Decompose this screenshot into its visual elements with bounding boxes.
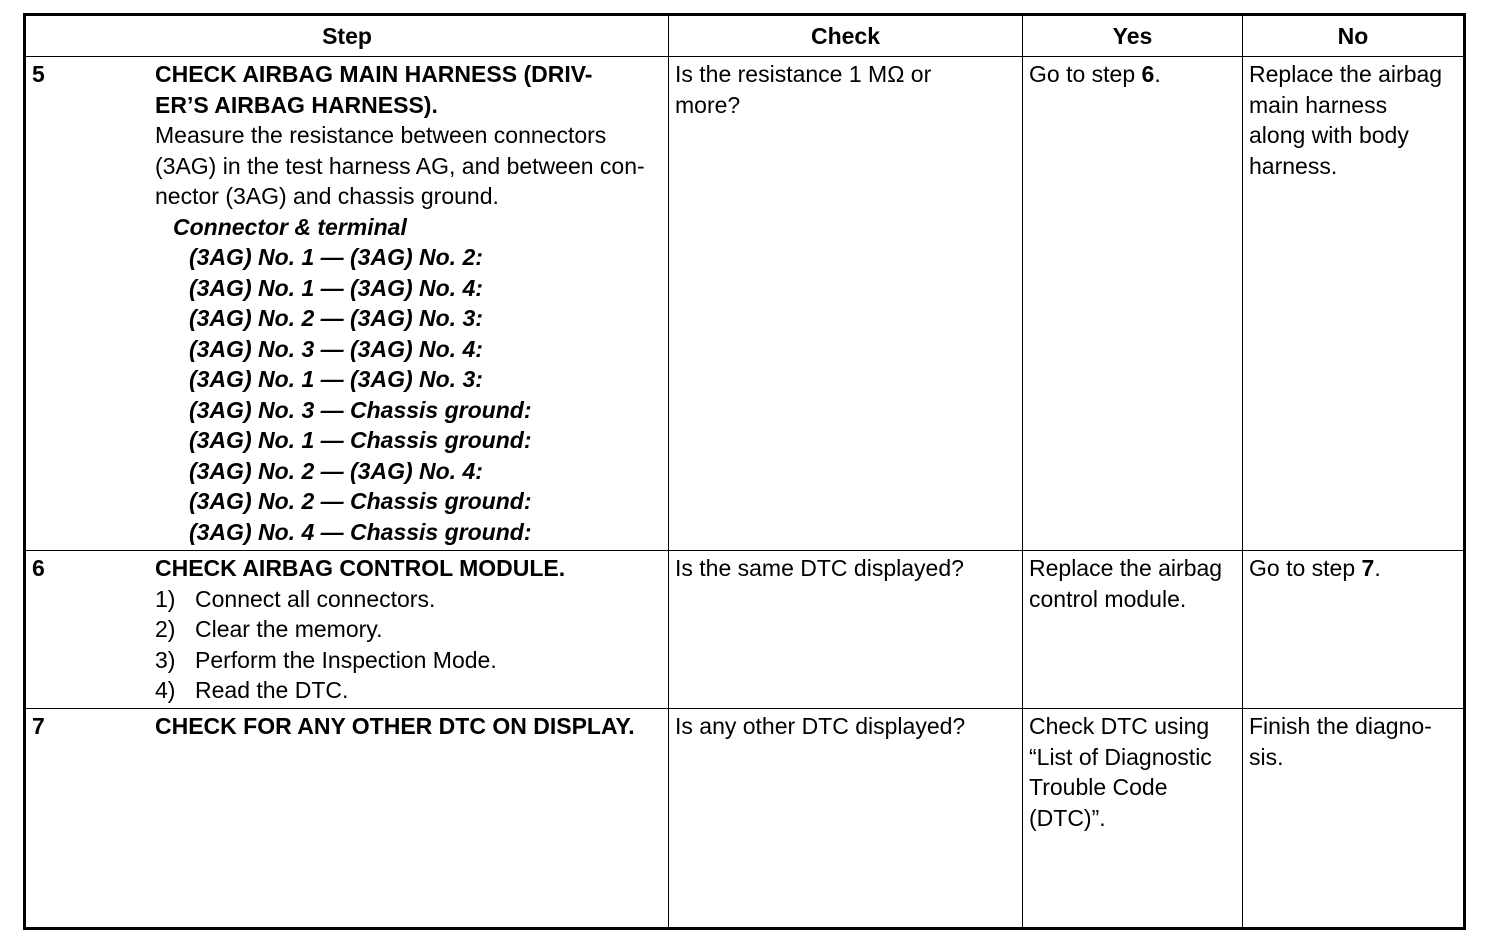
check-text: Is the same DTC displayed? [675, 555, 964, 581]
step-title: CHECK FOR ANY OTHER DTC ON DISPLAY. [155, 713, 635, 739]
yes-text-line: (DTC)”. [1029, 804, 1106, 831]
step-body [155, 59, 668, 547]
step-title: CHECK AIRBAG CONTROL MODULE. [155, 555, 566, 581]
step-title: CHECK AIRBAG MAIN HARNESS (DRIV- [155, 61, 593, 87]
connector-terminal-item: (3AG) No. 2 — (3AG) No. 4: [189, 457, 483, 484]
substep-number: 3) [155, 646, 176, 673]
step-cell [25, 57, 669, 551]
substep [155, 584, 664, 615]
no-text-line: main harness [1249, 91, 1388, 118]
no-text-line: Finish the diagno- [1249, 713, 1432, 739]
step-cell [25, 709, 669, 929]
no-step-ref: 7 [1361, 555, 1375, 581]
step-cell [25, 551, 669, 709]
check-cell [669, 551, 1023, 709]
step-body [155, 553, 668, 706]
yes-text-line: control module. [1029, 585, 1187, 612]
substep [155, 614, 664, 645]
check-text: Is any other DTC displayed? [675, 713, 966, 739]
step-description-line: (3AG) in the test harness AG, and between con- [155, 152, 645, 179]
yes-prefix: Go to step [1029, 61, 1142, 87]
diagnostic-table-container [23, 13, 1465, 927]
connector-terminal-item: (3AG) No. 1 — (3AG) No. 2: [189, 244, 483, 270]
connector-terminal-item: (3AG) No. 1 — Chassis ground: [189, 427, 532, 453]
no-text-line: along with body [1249, 122, 1409, 148]
connector-terminal-item: (3AG) No. 1 — (3AG) No. 3: [189, 366, 483, 392]
substep [155, 675, 664, 706]
no-cell [1243, 551, 1465, 709]
step-body [155, 711, 668, 742]
yes-text-line: Trouble Code [1029, 774, 1168, 800]
connector-terminal-item: (3AG) No. 3 — Chassis ground: [189, 396, 532, 423]
connector-terminal-item: (3AG) No. 1 — (3AG) No. 4: [189, 274, 483, 301]
no-text [1243, 551, 1463, 584]
step-description-line: nector (3AG) and chassis ground. [155, 183, 499, 209]
no-cell [1243, 709, 1465, 929]
substep-number: 4) [155, 677, 176, 703]
no-cell [1243, 57, 1465, 551]
yes-text [1023, 57, 1242, 90]
header-step: Step [25, 15, 669, 57]
check-cell [669, 57, 1023, 551]
header-row [25, 15, 1465, 57]
no-suffix: . [1374, 555, 1381, 581]
step-number: 5 [32, 61, 45, 87]
step-title-continued: ER’S AIRBAG HARNESS). [155, 91, 438, 118]
check-text-line: Is the resistance 1 MΩ or [675, 61, 932, 87]
substep-text: Clear the memory. [195, 616, 383, 642]
yes-cell [1023, 551, 1243, 709]
no-text-line: harness. [1249, 152, 1338, 179]
connector-terminal-item: (3AG) No. 2 — Chassis ground: [189, 488, 532, 514]
substep [155, 645, 664, 676]
yes-suffix: . [1154, 61, 1161, 87]
yes-cell [1023, 57, 1243, 551]
substep-number: 2) [155, 616, 176, 642]
connector-terminal-heading: Connector & terminal [173, 213, 407, 240]
step-number: 6 [32, 555, 45, 581]
header-check: Check [669, 15, 1023, 57]
substep-text: Read the DTC. [195, 677, 349, 703]
substep-text: Connect all connectors. [195, 585, 436, 612]
substep-number: 1) [155, 585, 176, 612]
no-text-line: Replace the airbag [1249, 61, 1443, 87]
yes-step-ref: 6 [1141, 61, 1155, 87]
no-prefix: Go to step [1249, 555, 1362, 581]
check-cell [669, 709, 1023, 929]
step-description-line: Measure the resistance between connectors [155, 122, 607, 148]
yes-text-line: “List of Diagnostic [1029, 743, 1212, 770]
no-text-line: sis. [1249, 743, 1284, 770]
header-no: No [1243, 15, 1465, 57]
header-yes: Yes [1023, 15, 1243, 57]
yes-cell [1023, 709, 1243, 929]
connector-terminal-item: (3AG) No. 3 — (3AG) No. 4: [189, 335, 483, 362]
connector-terminal-item: (3AG) No. 4 — Chassis ground: [189, 518, 532, 545]
diagnostic-table [23, 13, 1466, 930]
check-text-line: more? [675, 91, 741, 118]
yes-text-line: Replace the airbag [1029, 555, 1223, 581]
step-number: 7 [32, 713, 45, 739]
connector-terminal-item: (3AG) No. 2 — (3AG) No. 3: [189, 305, 483, 331]
table-row-step-7 [25, 709, 1465, 929]
table-row-step-5 [25, 57, 1465, 551]
substep-text: Perform the Inspection Mode. [195, 646, 497, 673]
yes-text-line: Check DTC using [1029, 713, 1210, 739]
table-row-step-6 [25, 551, 1465, 709]
